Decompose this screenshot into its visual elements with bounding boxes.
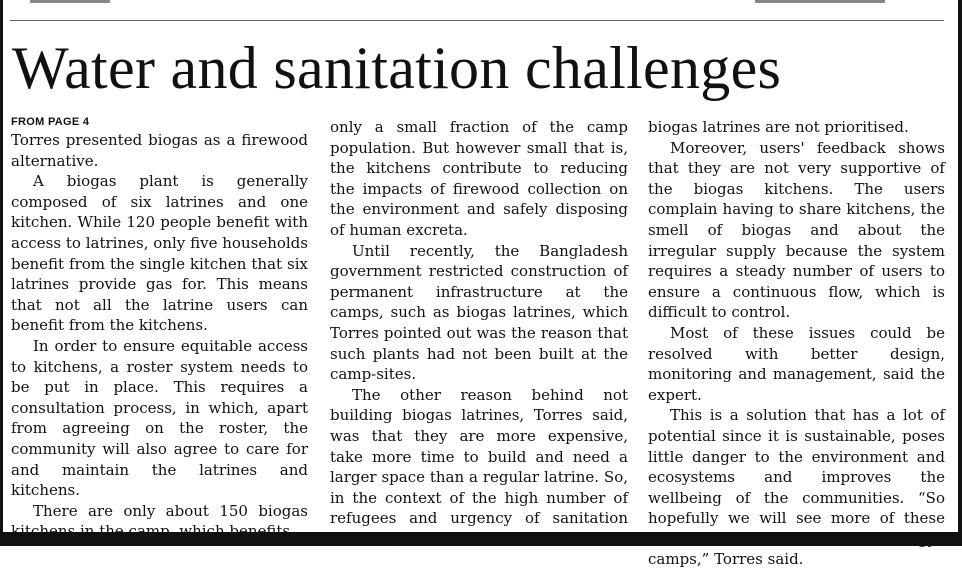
paragraph: Until recently, the Bangladesh government restricted construction of permanent infrastructure at the camps, such as biogas latrines, which Torres pointed out was the reason that such plants had not been built at the camp-sites. [330,241,628,384]
article-column-3 [648,117,945,570]
page-border-right [958,0,962,546]
article-column-1 [11,117,308,542]
paragraph: There are only about 150 biogas kitchens in the camp, which benefits [11,501,308,541]
article-headline: Water and sanitation challenges [12,35,782,101]
jump-label: FROM PAGE 4 [11,116,90,128]
article-column-2 [330,117,628,549]
paragraph: only a small fraction of the camp population. But however small that is, the kitchens contribute to reducing the impacts of firewood collection on the environment and safely disposing of human excreta. [330,118,628,239]
paragraph: Torres presented biogas as a firewood alternative. [11,131,308,170]
paragraph: Most of these issues could be resolved with better design, monitoring and management, said the expert. [648,323,945,404]
page-border-left [0,0,3,546]
paragraph: biogas latrines are not prioritised. [648,118,909,136]
paragraph: The other reason behind not building biogas latrines, Torres said, was that they are more expensive, take more time to build and need a larger space than a regular latrine. So, in the context of the high number of refugees and urgency of sanitation facilities, [330,385,628,548]
cropped-folio-right [755,0,885,3]
paragraph: In order to ensure equitable access to kitchens, a roster system needs to be put in place. This requires a consultation process, in which, apart from agreeing on the roster, the community will also agree to care for and maintain the latrines and kitchens. [11,336,308,500]
paragraph: Moreover, users' feedback shows that they are not very supportive of the biogas kitchens. The users complain having to share kitchens, the smell of biogas and about the irregular supply because the system requires a steady number of users to ensure a continuous flow, which is difficult to control. [648,138,945,322]
paragraph: This is a solution that has a lot of potential since it is sustainable, poses little danger to the environment and ecosystems and improves the wellbeing of the communities. “So hopefully we will see more of these latrines in the future at the Rohingya camps,” Torres said. [648,406,945,569]
paragraph: A biogas plant is generally composed of six latrines and one kitchen. While 120 people benefit with access to latrines, only five households benefit from the single kitchen that six latrines provide gas for. This means that not all the latrine users can benefit from the kitchens. [11,172,308,335]
header-rule [10,20,944,21]
cropped-folio-left [30,0,110,3]
